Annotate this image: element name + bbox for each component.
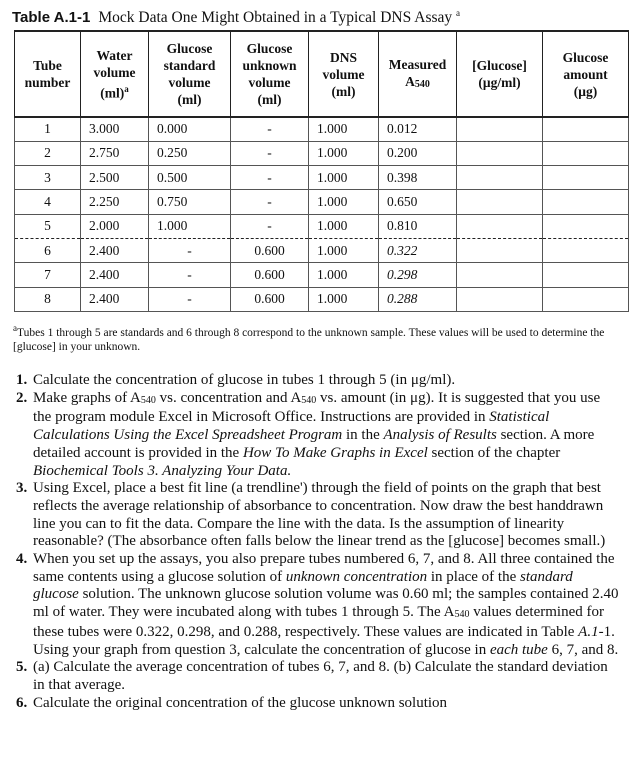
question-text: in the bbox=[342, 427, 384, 444]
table-cell bbox=[543, 287, 629, 311]
title-footnote-marker: a bbox=[456, 8, 461, 18]
table-cell: - bbox=[149, 287, 231, 311]
absorbance-subscript: 540 bbox=[454, 609, 470, 621]
table-cell: 6 bbox=[15, 238, 81, 262]
table-cell: 0.600 bbox=[231, 238, 309, 262]
table-cell bbox=[543, 263, 629, 287]
table-cell bbox=[543, 141, 629, 165]
absorbance-subscript: 540 bbox=[301, 394, 317, 406]
header-line: [Glucose] bbox=[472, 58, 527, 73]
table-cell: 2.400 bbox=[81, 287, 149, 311]
table-cell: 0.200 bbox=[379, 141, 457, 165]
question-number: 4. bbox=[16, 551, 28, 568]
table-cell: - bbox=[149, 238, 231, 262]
question-number: 2. bbox=[16, 389, 28, 406]
header-line: (ml) bbox=[331, 83, 356, 99]
table-cell: 2.400 bbox=[81, 263, 149, 287]
table-cell: 3 bbox=[15, 166, 81, 190]
table-cell: 1.000 bbox=[149, 214, 231, 238]
header-tube-number bbox=[15, 31, 81, 117]
header-line: (ml) bbox=[177, 92, 202, 107]
question-italic: standard glucose bbox=[33, 568, 573, 603]
question-text: Calculate the original concentration of the glucose unknown solution bbox=[33, 694, 448, 711]
header-glucose-standard bbox=[149, 31, 231, 117]
table-cell: 0.322 bbox=[379, 238, 457, 262]
table-cell: 0.500 bbox=[149, 166, 231, 190]
header-dns-volume bbox=[309, 31, 379, 117]
table-cell: - bbox=[231, 214, 309, 238]
table-cell: 0.000 bbox=[149, 117, 231, 141]
table-row bbox=[15, 141, 629, 165]
table-cell bbox=[457, 214, 543, 238]
table-cell bbox=[543, 238, 629, 262]
table-cell: - bbox=[231, 166, 309, 190]
table-cell bbox=[457, 166, 543, 190]
question-text: section of the chapter bbox=[427, 444, 561, 461]
header-line: standard bbox=[163, 58, 216, 73]
question-text: section. A more detailed account is provided in the bbox=[33, 427, 595, 461]
table-cell: 1.000 bbox=[309, 141, 379, 165]
question-3 bbox=[16, 480, 622, 551]
table-cell: - bbox=[231, 190, 309, 214]
header-line: DNS bbox=[329, 49, 357, 65]
header-water-volume bbox=[81, 31, 149, 117]
header-line: Tube bbox=[33, 58, 62, 73]
table-row bbox=[15, 190, 629, 214]
table-cell bbox=[543, 214, 629, 238]
table-row bbox=[15, 263, 629, 287]
table-cell: 0.250 bbox=[149, 141, 231, 165]
table-cell: 4 bbox=[15, 190, 81, 214]
table-cell: 2.250 bbox=[81, 190, 149, 214]
question-number: 1. bbox=[16, 372, 28, 388]
table-cell: 1.000 bbox=[309, 238, 379, 262]
table-cell: 0.288 bbox=[379, 287, 457, 311]
header-line: unknown bbox=[242, 58, 297, 73]
question-text: values determined for these tubes were 0.322, 0.298, and 0.288, respectively. These values are indicated in Table bbox=[33, 604, 604, 640]
table-cell bbox=[457, 263, 543, 287]
header-glucose-unknown bbox=[231, 31, 309, 117]
question-6 bbox=[16, 695, 622, 713]
header-line: Glucose bbox=[562, 49, 609, 65]
question-number: 3. bbox=[16, 480, 28, 497]
question-text: Using Excel, place a best fit line (a trendline') through the field of points on the graph that best reflects the average relationship of absorbance to concentration. Now draw the best handdrawn line you can to fit the data. Compare the line with the data. Is the assumption of linearity reasonable? (The absorbance often falls below the linear trend as the [glucose] becomes small.) bbox=[33, 480, 606, 550]
table-cell: 1.000 bbox=[309, 263, 379, 287]
header-line: Measured bbox=[388, 56, 447, 72]
header-line: volume bbox=[168, 75, 211, 90]
table-cell bbox=[457, 141, 543, 165]
question-text: Calculate the concentration of glucose in tubes 1 through 5 (in μg/ml). bbox=[33, 372, 456, 388]
question-2 bbox=[16, 390, 622, 481]
table-cell: - bbox=[149, 263, 231, 287]
table-cell: 1.000 bbox=[309, 117, 379, 141]
table-cell: 0.750 bbox=[149, 190, 231, 214]
question-text: (a) Calculate the average concentration of tubes 6, 7, and 8. (b) Calculate the standard deviation in that average. bbox=[33, 659, 608, 693]
table-cell bbox=[543, 117, 629, 141]
header-glucose-concentration bbox=[457, 31, 543, 117]
header-measured-absorbance bbox=[379, 31, 457, 117]
header-line: (μg) bbox=[573, 83, 598, 99]
table-cell: - bbox=[231, 141, 309, 165]
table-label: Table A.1-1 bbox=[12, 9, 91, 27]
table-cell bbox=[543, 166, 629, 190]
dns-assay-table bbox=[14, 30, 629, 312]
question-text: in place of the bbox=[427, 568, 521, 585]
question-italic: Analysis of Results bbox=[383, 427, 497, 444]
table-row bbox=[15, 166, 629, 190]
question-italic: Biochemical Tools 3. Analyzing Your Data. bbox=[33, 462, 292, 479]
table-cell: 0.298 bbox=[379, 263, 457, 287]
header-line: Glucose bbox=[246, 41, 293, 56]
question-text: vs. amount (in μg). It is suggested that you use the program module Excel in Microsoft Office. Instructions are provided in bbox=[33, 389, 601, 426]
footnote-text: Tubes 1 through 5 are standards and 6 through 8 correspond to the unknown sample. These values will be used to determine the [glucose] in your unknown. bbox=[13, 326, 605, 354]
absorbance-subscript: 540 bbox=[140, 394, 156, 406]
table-cell: 0.810 bbox=[379, 214, 457, 238]
question-italic: How To Make Graphs in Excel bbox=[242, 444, 428, 461]
table-cell: 2.000 bbox=[81, 214, 149, 238]
header-line: volume bbox=[248, 75, 291, 90]
table-cell bbox=[457, 117, 543, 141]
table-cell: 0.600 bbox=[231, 263, 309, 287]
question-italic: unknown concentration bbox=[285, 568, 428, 585]
header-line: Water bbox=[96, 47, 133, 63]
table-cell bbox=[457, 287, 543, 311]
question-text: 6, 7, and 8. bbox=[547, 641, 619, 658]
table-cell: 3.000 bbox=[81, 117, 149, 141]
table-row bbox=[15, 214, 629, 238]
footnote-marker: a bbox=[13, 323, 17, 333]
header-line: A bbox=[405, 73, 415, 89]
table-title bbox=[12, 8, 460, 27]
table-cell: 1 bbox=[15, 117, 81, 141]
table-cell bbox=[457, 238, 543, 262]
question-text: vs. concentration and A bbox=[155, 389, 302, 406]
header-line: (μg/ml) bbox=[478, 75, 521, 90]
question-list bbox=[16, 372, 622, 712]
question-number: 5. bbox=[16, 659, 28, 676]
table-cell: 2 bbox=[15, 141, 81, 165]
question-number: 6. bbox=[16, 694, 28, 711]
table-cell: 1.000 bbox=[309, 190, 379, 214]
table-footnote bbox=[13, 321, 627, 355]
table-cell: 7 bbox=[15, 263, 81, 287]
question-text: solution. The unknown glucose solution volume was 0.60 ml; the samples contained 2.40 ml of water. They were incubated along with tubes 1 through 5. The A bbox=[33, 586, 619, 621]
header-line: number bbox=[24, 75, 71, 90]
header-line: amount bbox=[563, 66, 608, 82]
table-cell: 0.650 bbox=[379, 190, 457, 214]
table-caption: Mock Data One Might Obtained in a Typical DNS Assay bbox=[98, 9, 453, 27]
header-glucose-amount bbox=[543, 31, 629, 117]
question-text: Make graphs of A bbox=[33, 389, 141, 406]
table-cell: 0.600 bbox=[231, 287, 309, 311]
table-cell: 0.012 bbox=[379, 117, 457, 141]
table-cell: 2.750 bbox=[81, 141, 149, 165]
table-cell: 0.398 bbox=[379, 166, 457, 190]
table-cell: 2.400 bbox=[81, 238, 149, 262]
table-row bbox=[15, 238, 629, 262]
header-footnote-marker: a bbox=[124, 83, 129, 94]
question-5 bbox=[16, 659, 622, 694]
question-text: When you set up the assays, you also prepare tubes numbered 6, 7, and 8. All three contained the same contents using a glucose solution of bbox=[33, 551, 615, 585]
header-line: (ml) bbox=[257, 92, 282, 107]
absorbance-subscript: 540 bbox=[414, 78, 430, 90]
table-cell bbox=[457, 190, 543, 214]
table-cell bbox=[543, 190, 629, 214]
table-header-row bbox=[15, 31, 629, 117]
table-cell: 1.000 bbox=[309, 166, 379, 190]
question-4 bbox=[16, 551, 622, 659]
header-line: Glucose bbox=[166, 41, 213, 56]
question-italic: each tube bbox=[489, 641, 548, 658]
table-cell: 1.000 bbox=[309, 214, 379, 238]
table-cell: - bbox=[231, 117, 309, 141]
table-row bbox=[15, 287, 629, 311]
header-line: (ml) bbox=[100, 85, 125, 101]
question-1 bbox=[16, 372, 622, 390]
question-italic: Statistical Calculations Using the Excel Spreadsheet Program bbox=[33, 409, 550, 444]
question-text: -1. Using your graph from question 3, calculate the concentration of glucose in bbox=[33, 623, 615, 658]
table-row bbox=[15, 117, 629, 141]
table-cell: 1.000 bbox=[309, 287, 379, 311]
question-italic: A.1 bbox=[578, 623, 599, 640]
table-cell: 2.500 bbox=[81, 166, 149, 190]
header-line: volume bbox=[93, 64, 136, 80]
table-cell: 8 bbox=[15, 287, 81, 311]
table-cell: 5 bbox=[15, 214, 81, 238]
header-line: volume bbox=[322, 66, 365, 82]
